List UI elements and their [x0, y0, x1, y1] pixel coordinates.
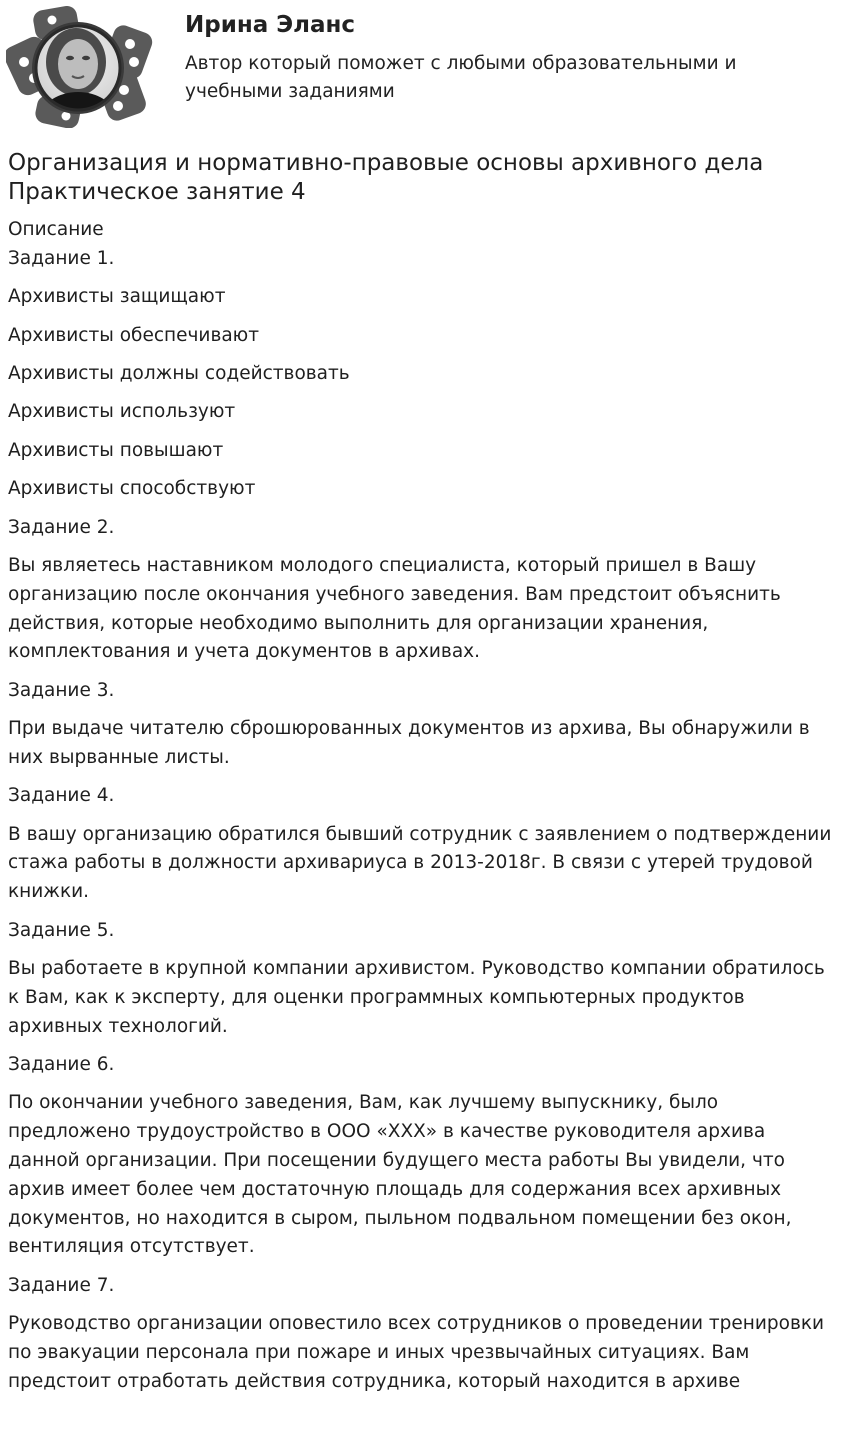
- author-description: Автор который поможет с любыми образовательными и учебными заданиями: [185, 53, 737, 102]
- document-content: [8, 216, 838, 1406]
- task-2: [8, 514, 838, 668]
- author-avatar: [6, 6, 154, 128]
- task-paragraph: Архивисты способствуют: [8, 478, 256, 500]
- task-paragraph: Вы работаете в крупной компании архивистом. Руководство компании обратилось к Вам, как к эксперту, для оценки программных компьютерных продуктов архивных технологий.: [8, 958, 825, 1037]
- task-7: [8, 1272, 838, 1397]
- task-paragraph: Архивисты обеспечивают: [8, 324, 260, 346]
- task-paragraph: При выдаче читателю сброшюрованных документов из архива, Вы обнаружили в них вырванные листы.: [8, 718, 810, 768]
- task-paragraph: Архивисты должны содействовать: [8, 362, 350, 384]
- title-line-1: Организация и нормативно-правовые основы архивного дела: [8, 150, 764, 176]
- task-heading: Задание 3.: [8, 679, 115, 701]
- task-6: [8, 1051, 838, 1262]
- task-heading: Задание 1.: [8, 247, 115, 269]
- task-paragraph: Руководство организации оповестило всех сотрудников о проведении тренировки по эвакуации персонала при пожаре и иных чрезвычайных ситуациях. Вам предстоит отработать действия сотрудника, который находится в архиве: [8, 1313, 825, 1392]
- author-block: [0, 0, 847, 130]
- task-heading: Задание 2.: [8, 516, 115, 538]
- task-paragraph: Архивисты используют: [8, 401, 236, 423]
- task-heading: Задание 6.: [8, 1054, 115, 1076]
- description-label: Описание: [8, 219, 104, 240]
- author-name: Ирина Эланс: [185, 12, 356, 38]
- task-paragraph: Архивисты защищают: [8, 286, 226, 308]
- task-paragraph: Вы являетесь наставником молодого специалиста, который пришел в Вашу организацию после окончания учебного заведения. Вам предстоит объяснить действия, которые необходимо выполнить для организации хранения, комплектования и учета документов в архивах.: [8, 554, 781, 663]
- task-4: [8, 782, 838, 907]
- task-5: [8, 917, 838, 1042]
- task-list: [8, 245, 838, 1397]
- task-3: [8, 677, 838, 773]
- task-1: [8, 245, 838, 504]
- task-heading: Задание 7.: [8, 1274, 115, 1296]
- task-paragraph: По окончании учебного заведения, Вам, как лучшему выпускнику, было предложено трудоустройство в ООО «XXX» в качестве руководителя архива данной организации. При посещении будущего места работы Вы увидели, что архив имеет более чем достаточную площадь для содержания всех архивных документов, но находится в сыром, пыльном подвальном помещении без окон, вентиляция отсутствует.: [8, 1092, 792, 1258]
- task-heading: Задание 4.: [8, 785, 115, 807]
- task-heading: Задание 5.: [8, 919, 115, 941]
- task-paragraph: В вашу организацию обратился бывший сотрудник с заявлением о подтверждении стажа работы в должности архивариуса в 2013-2018г. В связи с утерей трудовой книжки.: [8, 823, 832, 903]
- task-paragraph: Архивисты повышают: [8, 439, 224, 461]
- page-title: [8, 149, 838, 207]
- title-line-2: Практическое занятие 4: [8, 179, 306, 205]
